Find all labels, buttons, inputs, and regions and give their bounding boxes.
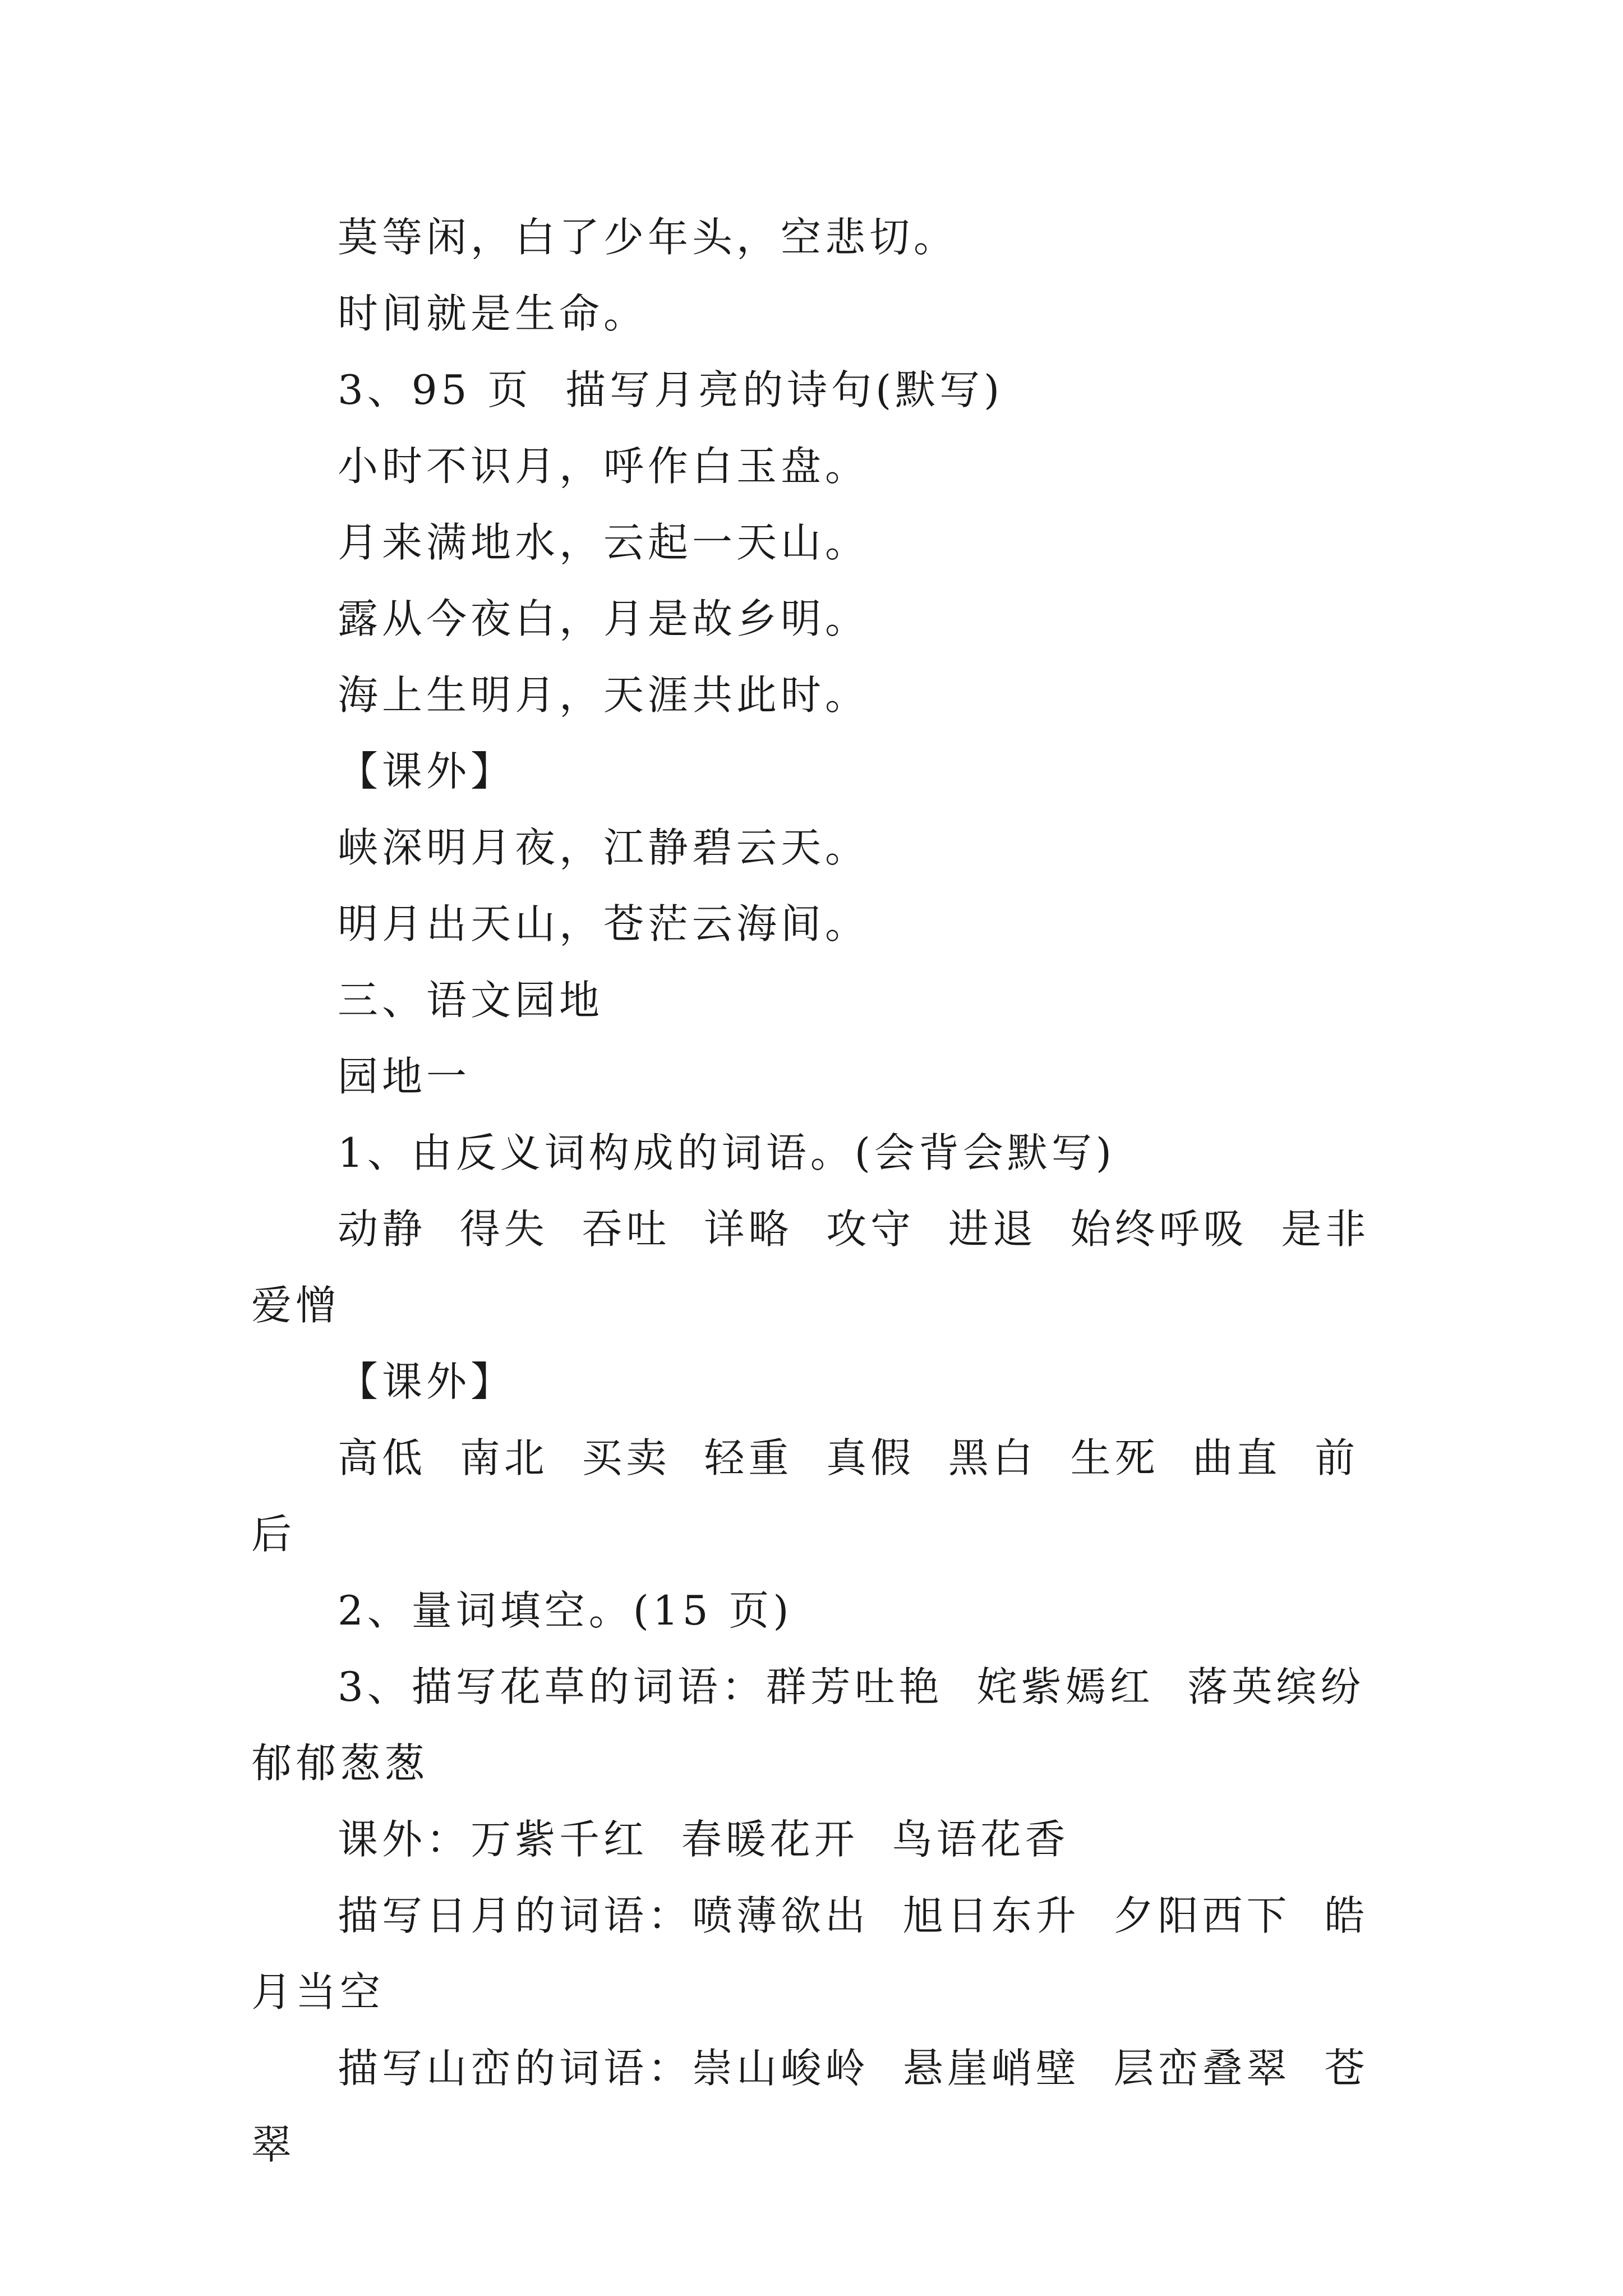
- section-heading: 三、语文园地: [338, 977, 604, 1024]
- word-list: 课外：万紫千红 春暖花开 鸟语花香: [338, 1816, 1069, 1863]
- extracurricular-label: 【课外】: [338, 1358, 515, 1405]
- word-list: 描写日月的词语：喷薄欲出 旭日东升 夕阳西下 皓月当空: [251, 1892, 1369, 2016]
- item-heading: 2、量词填空。(15 页): [338, 1587, 793, 1634]
- poem-line: 海上生明月，天涯共此时。: [338, 671, 870, 719]
- item-heading: 1、由反义词构成的词语。(会背会默写): [338, 1129, 1115, 1176]
- poem-line: 露从今夜白，月是故乡明。: [338, 595, 870, 642]
- word-list: 描写山峦的词语：崇山峻岭 悬崖峭壁 层峦叠翠 苍翠: [251, 2045, 1369, 2168]
- poem-line: 月来满地水，云起一天山。: [338, 519, 870, 566]
- poem-line: 小时不识月，呼作白玉盘。: [338, 443, 870, 490]
- subsection-heading: 园地一: [338, 1053, 471, 1100]
- word-list: 3、描写花草的词语：群芳吐艳 姹紫嫣红 落英缤纷 郁郁葱葱: [251, 1663, 1399, 1787]
- paragraph: 时间就是生命。: [338, 290, 648, 337]
- extracurricular-label: 【课外】: [338, 748, 515, 795]
- poem-line: 峡深明月夜，江静碧云天。: [338, 824, 870, 871]
- poem-line: 明月出天山，苍茫云海间。: [338, 900, 870, 947]
- word-list: 动静 得失 吞吐 详略 攻守 进退 始终呼吸 是非 爱憎: [251, 1205, 1404, 1329]
- section-heading: 3、95 页 描写月亮的诗句(默写): [338, 366, 1004, 413]
- word-list: 高低 南北 买卖 轻重 真假 黑白 生死 曲直 前后: [251, 1434, 1359, 1558]
- document-body: [251, 199, 1404, 2183]
- paragraph: 莫等闲，白了少年头，空悲切。: [338, 214, 958, 261]
